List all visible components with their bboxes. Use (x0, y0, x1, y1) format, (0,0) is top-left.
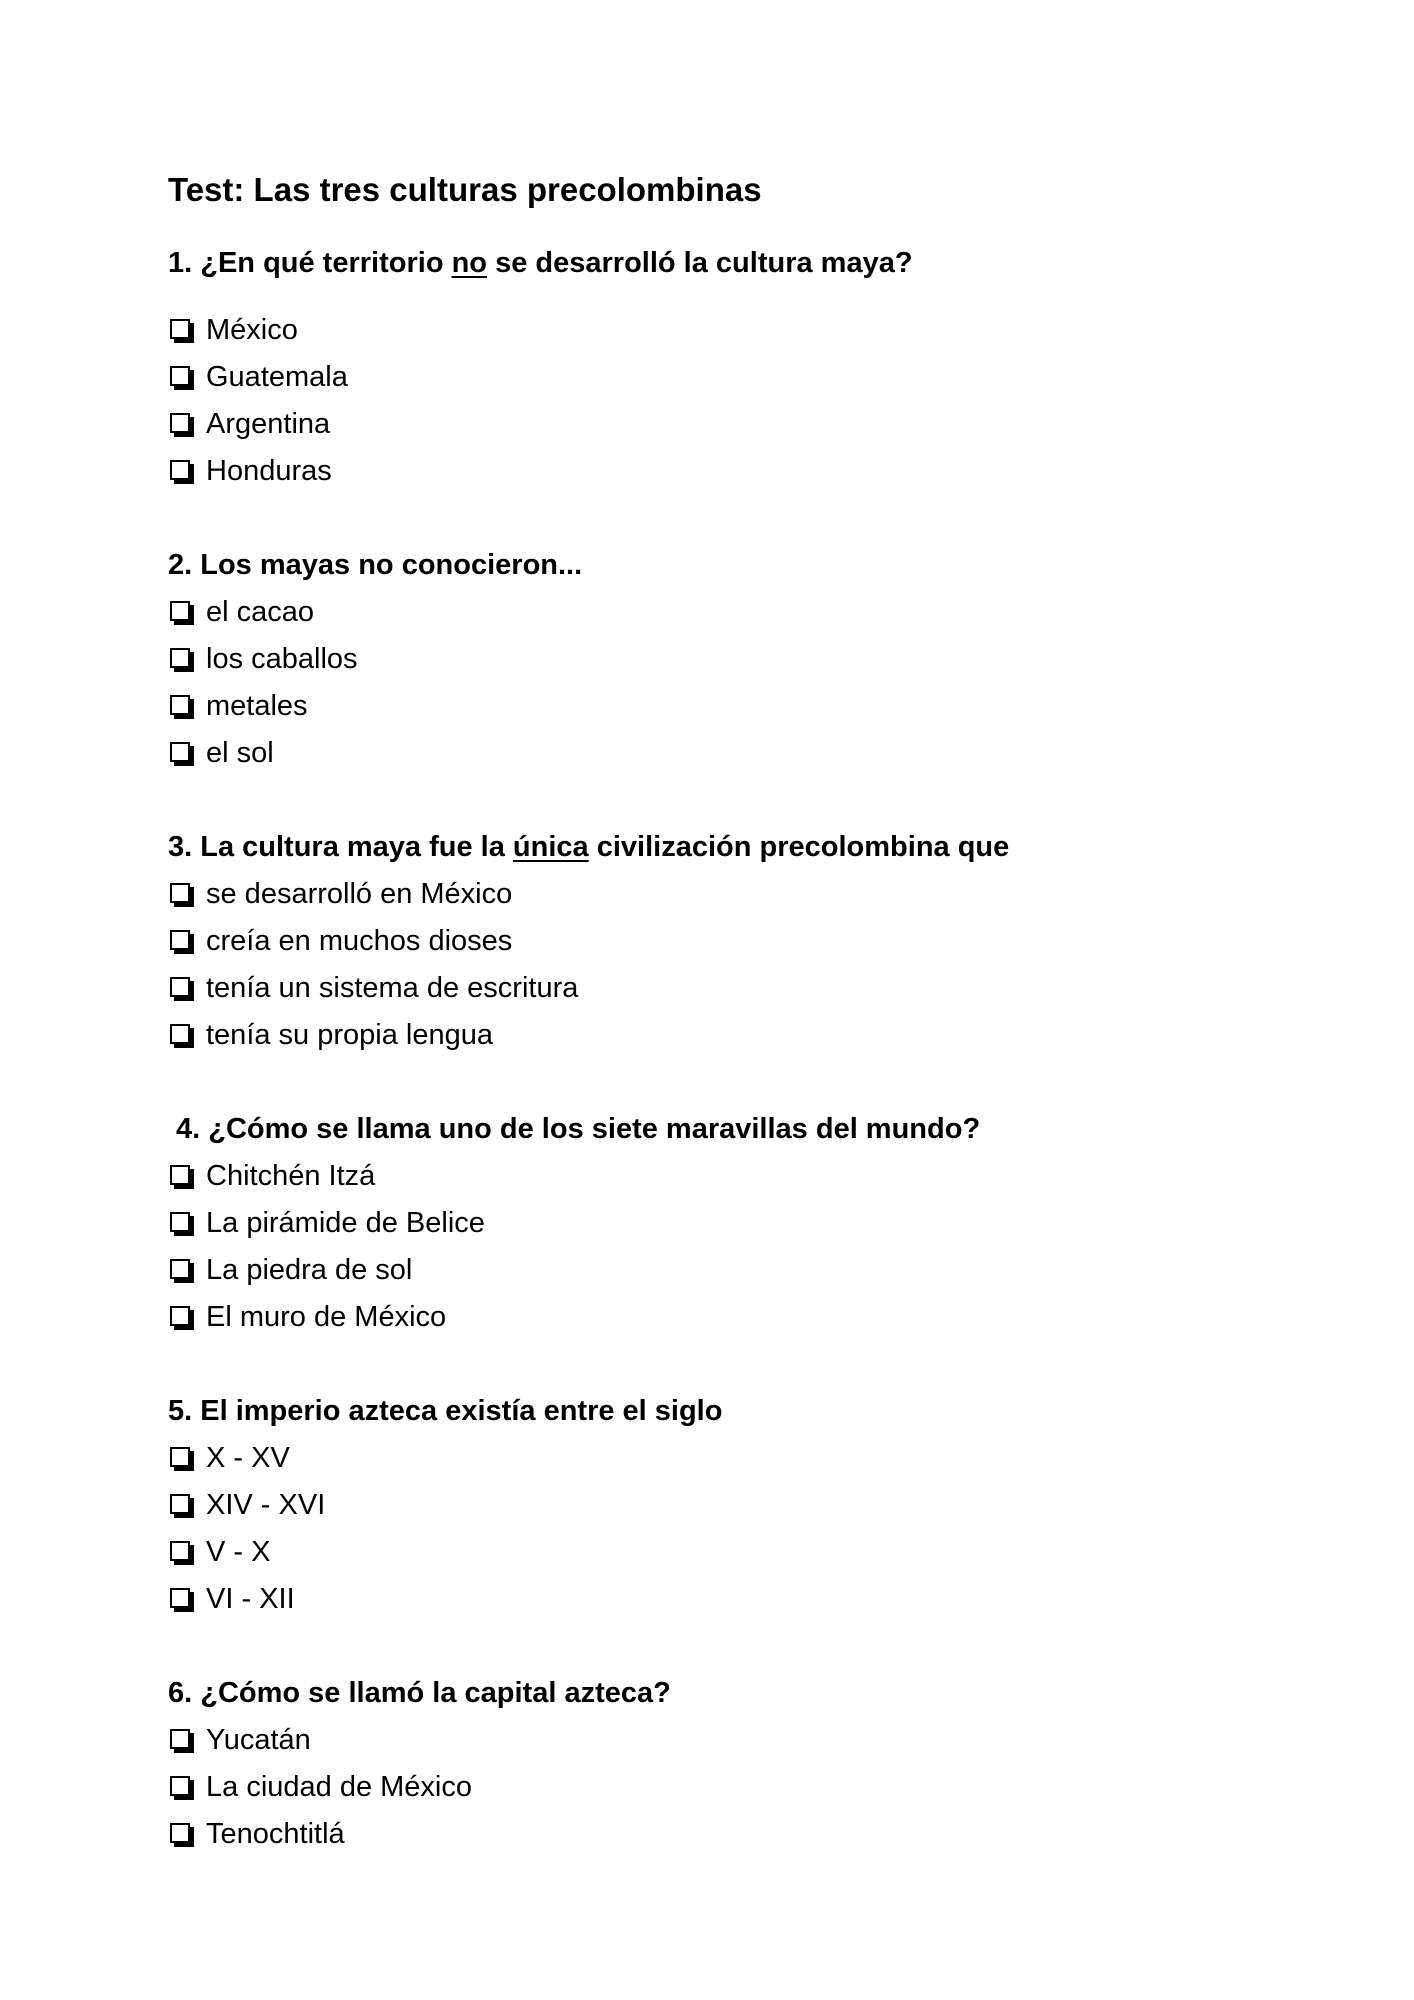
option-item[interactable]: La piedra de sol (168, 1247, 1268, 1294)
option-item[interactable]: México (168, 307, 1268, 354)
option-item[interactable]: creía en muchos dioses (168, 918, 1268, 965)
option-item[interactable]: Tenochtitlá (168, 1811, 1268, 1858)
question-2 (168, 542, 1268, 777)
question-3 (168, 824, 1268, 1059)
checkbox-icon[interactable] (170, 1024, 190, 1044)
option-item[interactable]: tenía un sistema de escritura (168, 965, 1268, 1012)
checkbox-icon[interactable] (170, 1259, 190, 1279)
option-item[interactable]: V - X (168, 1529, 1268, 1576)
question-text: 4. ¿Cómo se llama uno de los siete maravillas del mundo? (176, 1113, 981, 1145)
checkbox-icon[interactable] (170, 742, 190, 762)
option-item[interactable]: X - XV (168, 1435, 1268, 1482)
underlined-word: no (451, 247, 488, 279)
checkbox-icon[interactable] (170, 1729, 190, 1749)
question-text: 1. ¿En qué territorio no se desarrolló la cultura maya? (168, 247, 913, 279)
underlined-word: única (512, 831, 589, 863)
checkbox-icon[interactable] (170, 1776, 190, 1796)
checkbox-icon[interactable] (170, 695, 190, 715)
question-text: 3. La cultura maya fue la única civilización precolombina que (168, 831, 1010, 863)
options-list (168, 1435, 1268, 1623)
option-item[interactable]: tenía su propia lengua (168, 1012, 1268, 1059)
checkbox-icon[interactable] (170, 1494, 190, 1514)
question-text: 6. ¿Cómo se llamó la capital azteca? (168, 1677, 671, 1709)
checkbox-icon[interactable] (170, 319, 190, 339)
option-item[interactable]: se desarrolló en México (168, 871, 1268, 918)
checkbox-icon[interactable] (170, 648, 190, 668)
checkbox-icon[interactable] (170, 1165, 190, 1185)
option-item[interactable]: El muro de México (168, 1294, 1268, 1341)
document-page (168, 168, 1268, 1858)
checkbox-icon[interactable] (170, 366, 190, 386)
option-item[interactable]: Argentina (168, 401, 1268, 448)
question-text: 5. El imperio azteca existía entre el siglo (168, 1395, 723, 1427)
checkbox-icon[interactable] (170, 1306, 190, 1326)
option-item[interactable]: Guatemala (168, 354, 1268, 401)
checkbox-icon[interactable] (170, 413, 190, 433)
question-1 (168, 240, 1268, 495)
option-item[interactable]: La pirámide de Belice (168, 1200, 1268, 1247)
option-item[interactable]: el sol (168, 730, 1268, 777)
option-item[interactable]: VI - XII (168, 1576, 1268, 1623)
option-item[interactable]: Chitchén Itzá (168, 1153, 1268, 1200)
checkbox-icon[interactable] (170, 1541, 190, 1561)
option-item[interactable]: Yucatán (168, 1717, 1268, 1764)
options-list (168, 589, 1268, 777)
checkbox-icon[interactable] (170, 1447, 190, 1467)
checkbox-icon[interactable] (170, 601, 190, 621)
question-text: 2. Los mayas no conocieron... (168, 549, 583, 581)
option-item[interactable]: el cacao (168, 589, 1268, 636)
option-item[interactable]: XIV - XVI (168, 1482, 1268, 1529)
checkbox-icon[interactable] (170, 460, 190, 480)
checkbox-icon[interactable] (170, 1588, 190, 1608)
option-item[interactable]: La ciudad de México (168, 1764, 1268, 1811)
checkbox-icon[interactable] (170, 1212, 190, 1232)
options-list (168, 1717, 1268, 1858)
option-item[interactable]: los caballos (168, 636, 1268, 683)
question-5 (168, 1388, 1268, 1623)
question-6 (168, 1670, 1268, 1858)
options-list (168, 871, 1268, 1059)
question-4 (168, 1106, 1268, 1341)
page-title: Test: Las tres culturas precolombinas (168, 171, 762, 208)
options-list (168, 1153, 1268, 1341)
option-item[interactable]: metales (168, 683, 1268, 730)
checkbox-icon[interactable] (170, 1823, 190, 1843)
checkbox-icon[interactable] (170, 977, 190, 997)
option-item[interactable]: Honduras (168, 448, 1268, 495)
checkbox-icon[interactable] (170, 930, 190, 950)
options-list (168, 307, 1268, 495)
checkbox-icon[interactable] (170, 883, 190, 903)
